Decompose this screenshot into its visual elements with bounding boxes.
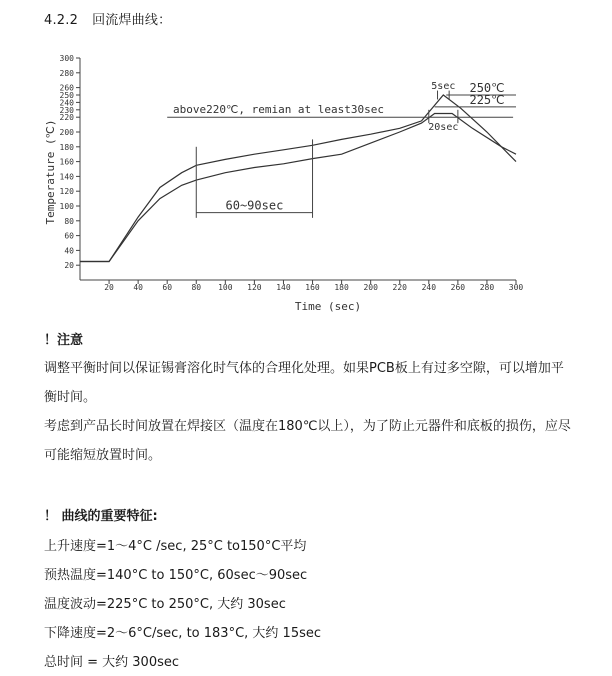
y-tick-label: 280: [59, 68, 74, 78]
x-tick-label: 100: [218, 283, 233, 292]
reflow-chart: [0, 0, 612, 320]
plateau-temp-label: 225℃: [469, 92, 505, 107]
section-number: 4.2.2: [44, 13, 79, 28]
x-tick-label: 220: [392, 283, 407, 292]
series-line-lower: [80, 114, 516, 262]
y-tick-label: 160: [59, 157, 74, 167]
section-title: 回流焊曲线：: [92, 13, 172, 28]
y-tick-label: 200: [59, 128, 74, 137]
preheat-bracket-label: 60~90sec: [225, 198, 284, 213]
feature-line-3: 温度波动=225°C to 250°C, 大约 30sec: [44, 597, 286, 612]
x-axis-label: Time (sec): [294, 300, 362, 313]
y-tick-label: 230: [59, 105, 74, 115]
y-axis-label: Temperature (℃): [44, 119, 57, 225]
note-paragraph-1: 调整平衡时间以保证锡膏溶化时气体的合理化处理。如果PCB板上有过多空隙，可以增加平衡时间。: [44, 361, 564, 405]
x-tick-label: 160: [305, 283, 320, 292]
y-tick-label: 140: [59, 172, 74, 182]
y-tick-label: 240: [59, 98, 74, 108]
features-title: ！ 曲线的重要特征:: [44, 509, 158, 524]
feature-line-5: 总时间 = 大约 300sec: [44, 655, 180, 670]
y-tick-label: 40: [64, 246, 74, 256]
chart-annotations: [167, 81, 516, 218]
y-tick-label: 60: [64, 231, 74, 241]
chart-series: [80, 92, 516, 262]
x-tick-label: 280: [479, 283, 495, 292]
y-tick-label: 20: [64, 261, 74, 271]
feature-line-2: 预热温度=140°C to 150°C, 60sec～90sec: [44, 568, 308, 583]
x-tick-label: 20: [104, 283, 114, 292]
feature-line-1: 上升速度=1～4°C /sec, 25°C to150°C平均: [44, 539, 307, 554]
x-tick-label: 60: [162, 283, 173, 292]
plateau-duration-label: 20sec: [428, 121, 459, 133]
above-220-label: above220℃, remian at least30sec: [173, 103, 385, 117]
x-tick-label: 120: [247, 283, 262, 292]
peak-duration-label: 5sec: [431, 81, 456, 93]
y-tick-label: 250: [59, 91, 74, 100]
y-tick-label: 100: [59, 202, 74, 211]
y-tick-label: 180: [59, 142, 74, 152]
x-tick-label: 140: [276, 283, 291, 292]
x-tick-label: 240: [421, 283, 437, 292]
x-tick-label: 260: [450, 283, 466, 292]
x-tick-label: 180: [334, 283, 349, 292]
x-tick-label: 40: [133, 283, 143, 292]
y-tick-label: 300: [59, 54, 74, 63]
y-tick-label: 80: [64, 216, 74, 226]
y-tick-label: 220: [59, 113, 74, 123]
note-paragraph-2: 考虑到产品长时间放置在焊接区（温度在180℃以上），为了防止元器件和底板的损伤，应尽可能缩短放置时间。: [44, 419, 571, 463]
peak-temp-label: 250℃: [469, 81, 505, 95]
note-title: ！注意: [44, 333, 84, 348]
x-tick-label: 80: [191, 283, 202, 292]
x-tick-label: 300: [508, 283, 524, 292]
series-line-upper: [80, 92, 516, 262]
y-tick-label: 260: [59, 83, 74, 93]
y-tick-label: 120: [59, 187, 74, 197]
x-tick-label: 200: [363, 283, 378, 292]
feature-line-4: 下降速度=2～6°C/sec, to 183°C, 大约 15sec: [44, 626, 322, 641]
